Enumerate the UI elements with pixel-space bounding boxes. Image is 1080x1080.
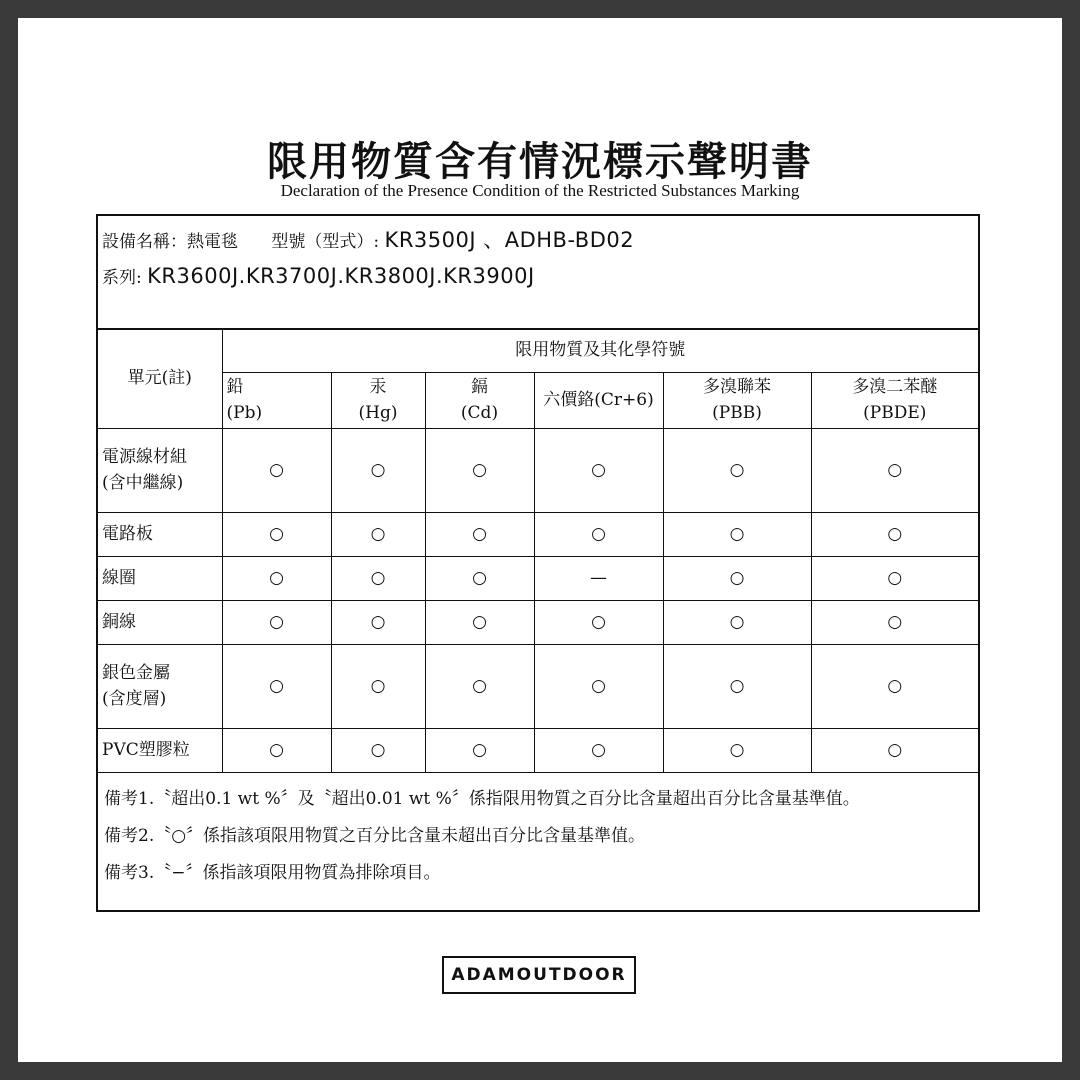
table-row bbox=[98, 428, 978, 512]
table-row bbox=[98, 556, 978, 600]
mark-cell: ○ bbox=[811, 600, 978, 644]
mark-cell: ○ bbox=[663, 728, 811, 772]
mark-cell: ○ bbox=[425, 512, 534, 556]
table-row bbox=[98, 644, 978, 728]
unit-header: 單元(註) bbox=[98, 328, 222, 428]
declaration-page bbox=[18, 18, 1062, 1062]
substance-header: 多溴聯苯 (PBB) bbox=[663, 372, 811, 428]
mark-cell: ○ bbox=[811, 556, 978, 600]
mark-cell: ○ bbox=[811, 644, 978, 728]
unit-cell: 銅線 bbox=[98, 600, 222, 644]
substance-table bbox=[98, 328, 978, 900]
brand-logo: ADAMOUTDOOR bbox=[442, 956, 636, 994]
mark-cell: ○ bbox=[222, 600, 331, 644]
note-2: 備考2.〝○〞係指該項限用物質之百分比含量未超出百分比含量基準值。 bbox=[104, 825, 646, 846]
mark-cell: ○ bbox=[222, 512, 331, 556]
note-3: 備考3.〝−〞係指該項限用物質為排除項目。 bbox=[104, 862, 441, 883]
device-info bbox=[98, 216, 978, 330]
mark-cell: ○ bbox=[425, 600, 534, 644]
notes-cell bbox=[98, 772, 978, 900]
unit-cell: PVC塑膠粒 bbox=[98, 728, 222, 772]
unit-cell: 線圈 bbox=[98, 556, 222, 600]
table-row bbox=[98, 600, 978, 644]
mark-cell: ○ bbox=[222, 556, 331, 600]
mark-cell: ○ bbox=[534, 644, 663, 728]
mark-cell: ○ bbox=[331, 556, 425, 600]
mark-cell: ○ bbox=[331, 428, 425, 512]
device-name: 設備名稱：熱電毯 bbox=[102, 232, 238, 252]
substance-header: 鉛 (Pb) bbox=[222, 372, 331, 428]
mark-cell: ○ bbox=[331, 600, 425, 644]
mark-cell: ○ bbox=[222, 428, 331, 512]
table-row bbox=[98, 728, 978, 772]
substance-header: 多溴二苯醚 (PBDE) bbox=[811, 372, 978, 428]
series-label: 系列: bbox=[102, 268, 142, 288]
substance-header: 六價鉻(Cr+6) bbox=[534, 372, 663, 428]
mark-cell: ○ bbox=[534, 600, 663, 644]
mark-cell: ○ bbox=[811, 512, 978, 556]
declaration-box bbox=[96, 214, 980, 912]
substance-header: 鎘 (Cd) bbox=[425, 372, 534, 428]
mark-cell: ○ bbox=[811, 728, 978, 772]
note-1: 備考1.〝超出0.1 wt %〞及〝超出0.01 wt %〞係指限用物質之百分比含量超出百分比含量基準值。 bbox=[104, 788, 860, 809]
mark-cell: ○ bbox=[663, 512, 811, 556]
page-title: 限用物質含有情況標示聲明書 bbox=[267, 138, 813, 185]
mark-cell: ○ bbox=[663, 428, 811, 512]
mark-cell: ○ bbox=[425, 728, 534, 772]
unit-cell: 電源線材組 (含中繼線) bbox=[98, 428, 222, 512]
mark-cell: ○ bbox=[663, 644, 811, 728]
unit-cell: 電路板 bbox=[98, 512, 222, 556]
model-label: 型號（型式）: bbox=[271, 232, 380, 252]
series-value: KR3600J.KR3700J.KR3800J.KR3900J bbox=[147, 264, 535, 288]
mark-cell: ○ bbox=[663, 556, 811, 600]
mark-cell: — bbox=[534, 556, 663, 600]
mark-cell: ○ bbox=[331, 644, 425, 728]
mark-cell: ○ bbox=[331, 512, 425, 556]
mark-cell: ○ bbox=[534, 728, 663, 772]
mark-cell: ○ bbox=[425, 644, 534, 728]
mark-cell: ○ bbox=[811, 428, 978, 512]
mark-cell: ○ bbox=[222, 644, 331, 728]
table-row bbox=[98, 512, 978, 556]
series-line bbox=[102, 262, 535, 292]
unit-cell: 銀色金屬 (含度層) bbox=[98, 644, 222, 728]
notes-row bbox=[98, 772, 978, 900]
substance-group-header: 限用物質及其化學符號 bbox=[222, 328, 978, 372]
mark-cell: ○ bbox=[331, 728, 425, 772]
model-value: KR3500J 、ADHB-BD02 bbox=[384, 228, 635, 252]
device-line bbox=[102, 226, 634, 256]
page-subtitle: Declaration of the Presence Condition of the Restricted Substances Marking bbox=[280, 181, 800, 200]
mark-cell: ○ bbox=[425, 556, 534, 600]
mark-cell: ○ bbox=[222, 728, 331, 772]
mark-cell: ○ bbox=[425, 428, 534, 512]
mark-cell: ○ bbox=[534, 512, 663, 556]
mark-cell: ○ bbox=[534, 428, 663, 512]
mark-cell: ○ bbox=[663, 600, 811, 644]
substance-header: 汞 (Hg) bbox=[331, 372, 425, 428]
